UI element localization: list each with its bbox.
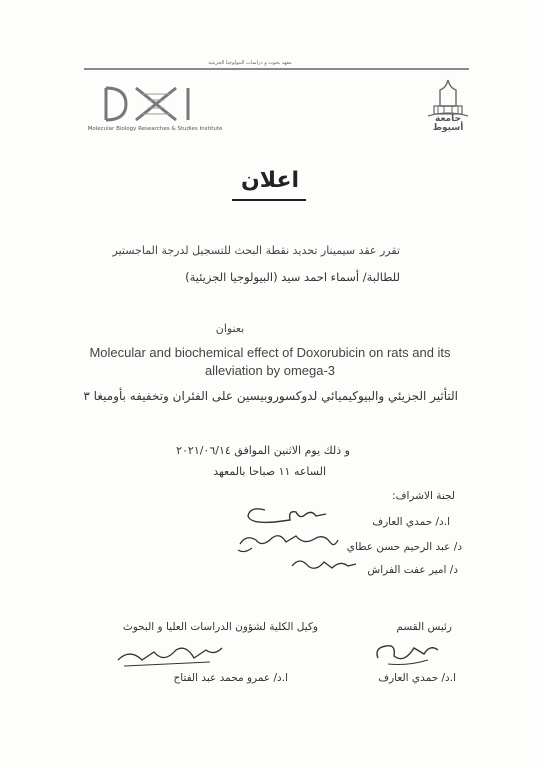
institute-name-ar: معهد بحوث و دراسات البيولوجيا الجزيئية: [208, 60, 292, 66]
institute-logo: [96, 80, 211, 126]
research-title-en-line-1: Molecular and biochemical effect of Doxorubicin on rats and its: [89, 345, 451, 360]
institute-name-en: Molecular Biology Researches & Studies Institute: [87, 126, 223, 132]
title-label: بعنوان: [215, 322, 245, 335]
seminar-decision-text: تقرر عقد سيمينار تحديد نقطة البحث للتسجيل لدرجة الماجستير: [112, 244, 400, 257]
research-title-en: [70, 344, 470, 380]
signature-department-head: [368, 636, 448, 670]
title-underline: [232, 199, 306, 201]
signature-vice-dean: [110, 638, 230, 672]
seminar-time: الساعه ١١ صباحا بالمعهد: [213, 465, 326, 478]
department-head-name: ا.د/ حمدي العارف: [378, 672, 456, 684]
signature-member-3: [282, 552, 362, 576]
department-head-title: رئيس القسم: [396, 621, 452, 633]
university-logo-text: جامعة أسيوط: [432, 114, 464, 133]
seminar-date: و ذلك يوم الاثنين الموافق ٢٠٢١/٠٦/١٤: [176, 444, 350, 457]
header-rule: [84, 68, 469, 70]
committee-member-3: د/ امير عفت الفراش: [367, 564, 458, 576]
vice-dean-title: وكيل الكلية لشؤون الدراسات العليا و البحوث: [122, 621, 318, 633]
committee-heading: لجنة الاشراف:: [392, 490, 455, 502]
vice-dean-name: ا.د/ عمرو محمد عبد الفتاح: [173, 672, 288, 684]
student-name-text: للطالبة/ أسماء احمد سيد (البيولوجيا الجزيئية): [185, 270, 400, 284]
research-title-ar: التأثير الجزيئي والبيوكيميائي لدوكسوروبيسين على الفئران وتخفيفه بأوميغا ٣: [83, 389, 458, 403]
research-title-en-line-2: alleviation by omega-3: [204, 363, 336, 378]
committee-member-2: د/ عبد الرحيم حسن عطاي: [346, 541, 462, 553]
committee-member-1: ا.د/ حمدي العارف: [372, 516, 450, 528]
announcement-title: اعلان: [240, 168, 300, 193]
